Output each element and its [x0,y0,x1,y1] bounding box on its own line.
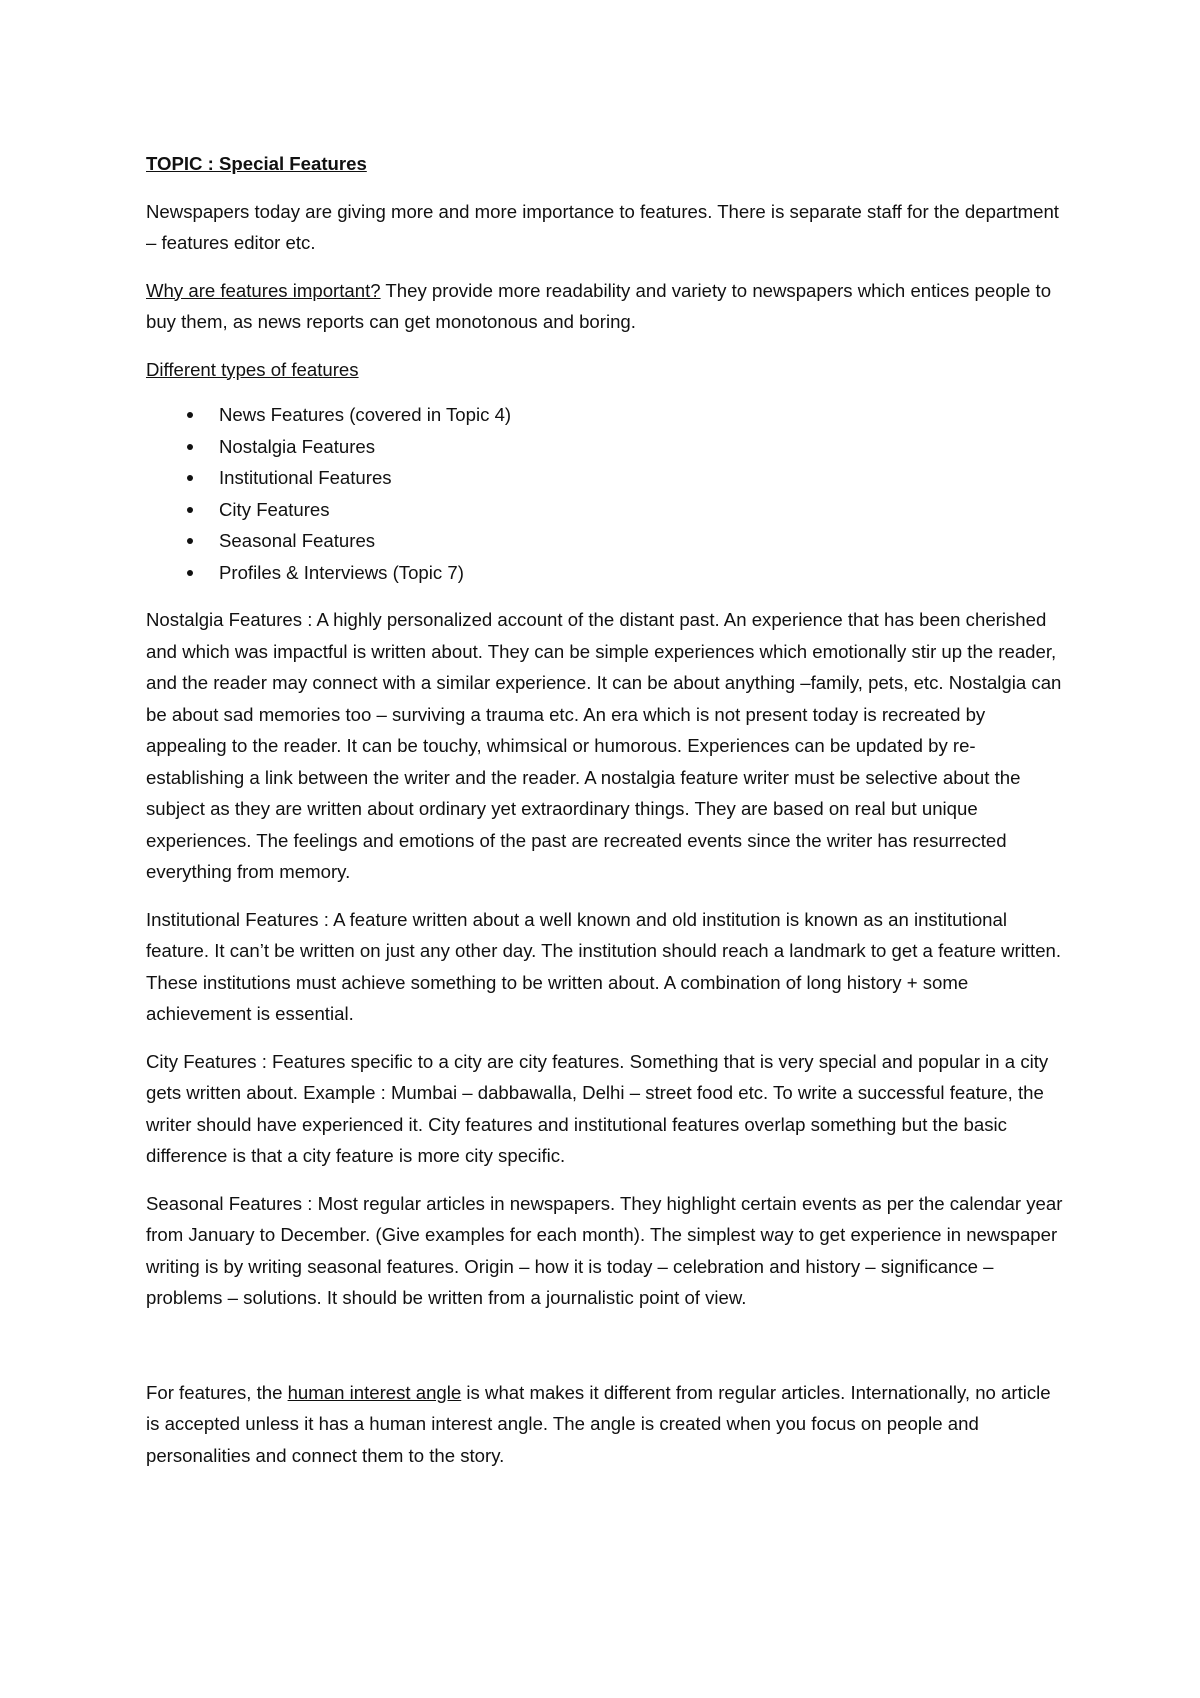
why-paragraph [146,275,1066,338]
city-paragraph: City Features : Features specific to a city are city features. Something that is very special and popular in a city gets written about. Example : Mumbai – dabbawalla, Delhi – street food etc. To write a successful feature, the writer should have experienced it. City features and institutional features overlap something but the basic difference is that a city feature is more city specific. [146,1050,1049,1166]
spacer [146,1330,1066,1377]
bullet-icon [187,444,193,450]
institutional-paragraph: Institutional Features : A feature written about a well known and old institution is known as an institutional feature. It can’t be written on just any other day. The institution should reach a landmark to get a feature written. These institutions must achieve something to be written about. A combination of long history + some achievement is essential. [146,908,1062,1024]
bullet-icon [187,570,193,576]
why-heading: Why are features important? [146,279,381,301]
bullet-icon [187,475,193,481]
bullet-icon [187,507,193,513]
list-item: Institutional Features [146,462,1066,494]
bullet-icon [187,412,193,418]
document-title: TOPIC : Special Features [146,153,367,174]
feature-types-list [146,399,1066,588]
seasonal-paragraph: Seasonal Features : Most regular articles in newspapers. They highlight certain events as per the calendar year from January to December. (Give examples for each month). The simplest way to get experience in newspaper writing is by writing seasonal features. Origin – how it is today – celebration and history – significance – problems – solutions. It should be written from a journalistic point of view. [146,1192,1063,1308]
human-interest-paragraph: For features, the human interest angle is what makes it different from regular articles. Internationally, no article is accepted unless it has a human interest angle. The angle is created when you focus on people and personalities and connect them to the story. [146,1381,1051,1466]
human-interest-term: human interest angle [287,1381,462,1403]
list-item: Profiles & Interviews (Topic 7) [146,557,1066,589]
intro-paragraph: Newspapers today are giving more and more importance to features. There is separate staff for the department – features editor etc. [146,200,1059,253]
list-item: Nostalgia Features [146,431,1066,463]
nostalgia-paragraph: Nostalgia Features : A highly personalized account of the distant past. An experience that has been cherished and which was impactful is written about. They can be simple experiences which emotionally stir up the reader, and the reader may connect with a similar experience. It can be about anything –family, pets, etc. Nostalgia can be about sad memories too – surviving a trauma etc. An era which is not present today is recreated by appealing to the reader. It can be touchy, whimsical or humorous. Experiences can be updated by re-establishing a link between the writer and the reader. A nostalgia feature writer must be selective about the subject as they are written about ordinary yet extraordinary things. They are based on real but unique experiences. The feelings and emotions of the past are recreated events since the writer has resurrected everything from memory. [146,609,1062,882]
list-item: News Features (covered in Topic 4) [146,399,1066,431]
list-item: Seasonal Features [146,525,1066,557]
document-page [146,148,1066,1487]
list-item: City Features [146,494,1066,526]
types-heading: Different types of features [146,358,359,380]
why-text: They provide more readability and variety to newspapers which entices people to buy them, as news reports can get monotonous and boring. [146,279,1052,332]
bullet-icon [187,538,193,544]
